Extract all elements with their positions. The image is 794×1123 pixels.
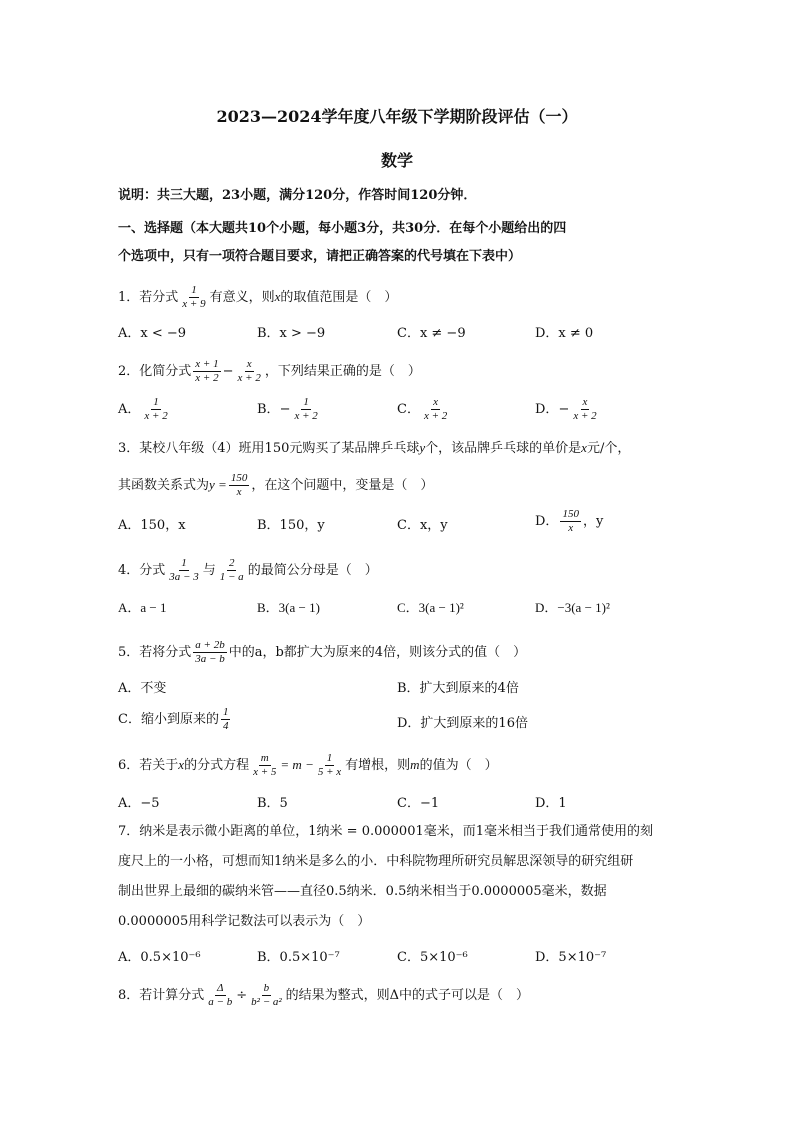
fraction	[218, 557, 246, 584]
numerator: 1	[326, 752, 333, 764]
denominator: x + 2	[573, 410, 597, 422]
option-b: B．5	[257, 796, 288, 811]
numerator: Δ	[217, 982, 224, 994]
equation-lhs: y =	[209, 477, 227, 492]
numerator: x	[433, 396, 439, 408]
question-7-line3: 制出世界上最细的碳纳米管——直径0.5纳米．0.5纳米相当于0.0000005毫米，数据	[118, 884, 607, 899]
question-number: 8．	[118, 988, 140, 1003]
option-c	[118, 706, 232, 733]
option-d: D．x ≠ 0	[535, 326, 594, 341]
option-b: B．0.5×10⁻⁷	[257, 950, 340, 965]
option-d: D．1	[535, 796, 567, 811]
variable: x	[178, 757, 185, 772]
denominator: x + 2	[423, 410, 448, 422]
denominator: 4	[222, 720, 229, 732]
option-a: A．−5	[118, 796, 160, 811]
numerator: 150	[562, 508, 579, 520]
subject-title: 数学	[380, 151, 413, 170]
equation-part: = m −	[280, 757, 314, 772]
fraction	[316, 752, 343, 779]
option-d	[535, 396, 601, 423]
question-number: 5．	[118, 645, 140, 660]
fraction	[236, 358, 263, 385]
question-text: ，在这个问题中，变量是（ ）	[251, 478, 434, 493]
section-heading-line2: 个选项中，只有一项符合题目要求，请把正确答案的代号填在下表中）	[118, 249, 522, 264]
numerator: 1	[222, 706, 229, 718]
question-4	[118, 557, 686, 584]
option-a: A．150，x	[118, 518, 186, 533]
question-number: 1．	[118, 290, 140, 305]
question-text: 的最简公分母是（ ）	[247, 563, 378, 578]
variable: x	[581, 440, 587, 455]
denominator: a − b	[208, 996, 233, 1008]
option-a: A．0.5×10⁻⁶	[118, 950, 201, 965]
option-b	[257, 396, 322, 423]
question-text: 的值为（ ）	[419, 758, 498, 773]
question-text: 化简分式	[139, 364, 192, 379]
numerator: m	[260, 752, 269, 764]
question-3-line1	[118, 439, 686, 458]
denominator: x + 2	[195, 372, 219, 384]
question-7-line4: 0.0000005用科学记数法可以表示为（ ）	[118, 914, 371, 929]
question-text: 若关于	[139, 758, 179, 773]
numerator: x + 1	[195, 358, 219, 370]
fraction	[249, 982, 284, 1009]
question-text: 若分式	[139, 290, 179, 305]
option-label: A．	[118, 402, 141, 417]
denominator: x + 9	[182, 298, 206, 310]
question-text: 其函数关系式为	[118, 478, 210, 493]
option-c: C．5×10⁻⁶	[397, 950, 468, 965]
question-text: 的结果为整式，则Δ中的式子可以是（ ）	[285, 988, 530, 1003]
question-1	[118, 284, 686, 311]
denominator: 3a − b	[195, 653, 225, 665]
fraction	[422, 396, 449, 423]
question-text: 的分式方程	[184, 758, 250, 773]
numerator: x	[582, 396, 588, 408]
option-a: A．x < −9	[118, 326, 187, 341]
question-number: 3．	[118, 441, 140, 456]
option-sign: −	[558, 402, 570, 417]
denominator: x	[236, 486, 242, 498]
denominator: 5 + x	[317, 766, 342, 778]
numerator: 1	[303, 396, 309, 408]
question-7-line1	[118, 823, 686, 841]
question-text: ，下列结果正确的是（ ）	[264, 364, 421, 379]
page-title: 2023—2024学年度八年级下学期阶段评估（一）	[216, 107, 578, 126]
section-heading-line1: 一、选择题（本大题共10个小题，每小题3分，共30分．在每个小题给出的四	[118, 221, 567, 236]
denominator: x + 2	[144, 410, 168, 422]
question-number: 4．	[118, 563, 140, 578]
option-d: D．5×10⁻⁷	[535, 950, 607, 965]
fraction	[229, 472, 250, 499]
numerator: 1	[191, 284, 197, 296]
option-c: C．x ≠ −9	[397, 326, 466, 341]
option-b: B．扩大到原来的4倍	[397, 681, 519, 696]
denominator: x + 5	[253, 766, 277, 778]
denominator: 3a − 3	[169, 571, 199, 583]
numerator: 1	[153, 396, 159, 408]
question-7-line2: 度尺上的一小格，可想而知1纳米是多么的小．中科院物理所研究员解思深领导的研究组研	[118, 854, 634, 869]
denominator: b² − a²	[251, 996, 282, 1008]
option-c	[397, 396, 451, 423]
question-text: 某校八年级（4）班用150元购买了某品牌乒乓球	[139, 441, 420, 456]
question-text: 若计算分式	[139, 988, 205, 1003]
denominator: x	[568, 522, 574, 534]
option-label: B．	[257, 402, 280, 417]
option-b: B．3(a − 1)	[257, 600, 320, 615]
fraction	[142, 396, 169, 423]
denominator: x + 2	[237, 372, 261, 384]
question-text: 分式	[139, 563, 166, 578]
question-text: 中的a，b都扩大为原来的4倍，则该分式的值（ ）	[228, 645, 527, 660]
question-text: 有意义，则	[209, 290, 275, 305]
fraction	[251, 752, 278, 779]
fraction	[571, 396, 598, 423]
minus-sign: −	[222, 364, 234, 379]
fraction	[193, 358, 220, 385]
variable: x	[274, 289, 281, 304]
option-text: ，y	[582, 514, 604, 529]
option-a: A．不变	[118, 681, 167, 696]
option-d	[535, 508, 603, 535]
option-d: D．扩大到原来的16倍	[397, 716, 528, 731]
option-label: D．	[535, 402, 559, 417]
option-label: C．	[397, 402, 420, 417]
question-text: 个，该品牌乒乓球的单价是	[425, 441, 582, 456]
instructions: 说明：共三大题，23小题，满分120分，作答时间120分钟．	[118, 188, 477, 203]
option-b: B．x > −9	[257, 326, 326, 341]
denominator: 1 − a	[219, 571, 244, 583]
question-text: 有增根，则	[345, 758, 411, 773]
question-2	[118, 358, 686, 385]
numerator: 150	[230, 472, 248, 484]
numerator: x	[246, 358, 252, 370]
option-c: C．3(a − 1)²	[397, 600, 464, 615]
question-text: 与	[202, 563, 216, 578]
variable: m	[410, 757, 420, 772]
option-a	[118, 396, 172, 423]
option-sign: −	[279, 402, 291, 417]
option-b: B．150，y	[257, 518, 325, 533]
question-5	[118, 639, 686, 666]
fraction	[180, 284, 207, 311]
option-c: C．−1	[397, 796, 440, 811]
question-number: 6．	[118, 758, 140, 773]
option-a: A．a − 1	[118, 600, 167, 615]
option-label: D．	[535, 514, 559, 529]
question-6	[118, 752, 686, 779]
numerator: a + 2b	[195, 639, 225, 651]
fraction	[167, 557, 200, 584]
question-text: 纳米是表示微小距离的单位，1纳米 = 0.000001毫米，而1毫米相当于我们通常使用的刻	[139, 824, 654, 839]
denominator: x + 2	[294, 410, 318, 422]
question-number: 2．	[118, 364, 140, 379]
numerator: 2	[228, 557, 235, 569]
option-c: C．x，y	[397, 518, 448, 533]
fraction	[221, 706, 231, 733]
question-text: 元/个，	[586, 441, 631, 456]
divide-sign: ÷	[236, 988, 248, 1003]
fraction	[193, 639, 226, 666]
fraction	[292, 396, 319, 423]
numerator: 1	[181, 557, 187, 569]
question-text: 的取值范围是（ ）	[280, 290, 398, 305]
fraction	[560, 508, 581, 535]
option-d: D．−3(a − 1)²	[535, 600, 610, 615]
question-8	[118, 982, 686, 1009]
numerator: b	[263, 982, 270, 994]
question-text: 若将分式	[139, 645, 192, 660]
option-text: C．缩小到原来的	[118, 712, 219, 727]
question-number: 7．	[118, 824, 140, 839]
fraction	[206, 982, 234, 1009]
question-3-line2	[118, 472, 686, 499]
variable: y	[419, 440, 426, 455]
